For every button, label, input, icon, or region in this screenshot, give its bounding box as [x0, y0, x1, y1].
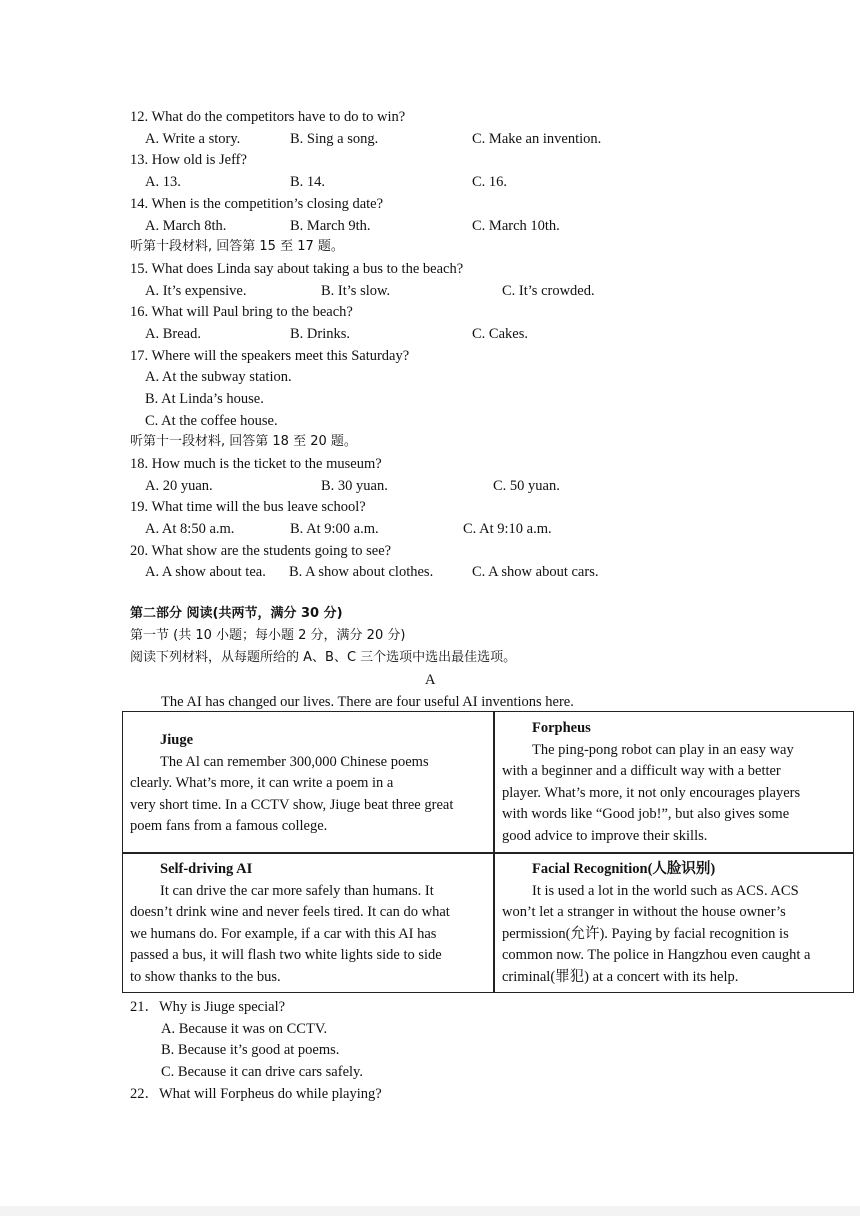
question-15-option-a: A. It’s expensive.	[145, 283, 247, 299]
question-12-stem: 12. What do the competitors have to do to win?	[130, 109, 406, 125]
cell-facial-recognition	[502, 859, 852, 988]
cell-jiuge	[130, 730, 490, 838]
table-divider-horizontal	[122, 852, 854, 854]
question-18-option-a: A. 20 yuan.	[145, 478, 213, 494]
passage-intro: The AI has changed our lives. There are four useful AI inventions here.	[161, 694, 574, 710]
question-20-option-c: C. A show about cars.	[472, 564, 599, 580]
question-12-option-a: A. Write a story.	[145, 131, 241, 147]
question-16-option-c: C. Cakes.	[472, 326, 528, 342]
cell-jiuge-line: clearly. What’s more, it can write a poem in a	[130, 775, 394, 791]
question-21-option-c: C. Because it can drive cars safely.	[161, 1064, 363, 1080]
cell-forpheus-line: with a beginner and a difficult way with a better	[502, 763, 781, 779]
cell-self-driving-line: to show thanks to the bus.	[130, 968, 281, 985]
question-19-option-a: A. At 8:50 a.m.	[145, 521, 235, 537]
question-18-option-c: C. 50 yuan.	[493, 478, 560, 494]
question-17-option-a: A. At the subway station.	[145, 369, 292, 385]
page-bottom-edge	[0, 1206, 860, 1216]
question-17-option-b: B. At Linda’s house.	[145, 391, 264, 407]
question-17-stem: 17. Where will the speakers meet this Saturday?	[130, 348, 410, 364]
question-19-option-b: B. At 9:00 a.m.	[290, 521, 379, 537]
question-15-stem: 15. What does Linda say about taking a bus to the beach?	[130, 261, 464, 277]
cell-facial-recognition-line: criminal(罪犯) at a concert with its help.	[502, 968, 739, 985]
question-16-stem: 16. What will Paul bring to the beach?	[130, 304, 353, 320]
cell-forpheus-line: The ping-pong robot can play in an easy way	[532, 741, 794, 758]
question-15-option-b: B. It’s slow.	[321, 283, 391, 299]
question-12-option-b: B. Sing a song.	[290, 131, 379, 147]
question-12-option-c: C. Make an invention.	[472, 131, 602, 147]
question-13-option-b: B. 14.	[290, 174, 326, 190]
cell-self-driving-line: doesn’t drink wine and never feels tired. It can do what	[130, 904, 450, 920]
cell-self-driving-line: we humans do. For example, if a car with this AI has	[130, 925, 437, 942]
listening-instruction-10: 听第十段材料, 回答第 15 至 17 题。	[130, 239, 344, 254]
question-14-option-c: C. March 10th.	[472, 218, 560, 234]
cell-self-driving	[130, 859, 490, 988]
question-16-option-a: A. Bread.	[145, 326, 201, 342]
cell-forpheus-title: Forpheus	[532, 720, 591, 736]
listening-instruction-11: 听第十一段材料, 回答第 18 至 20 题。	[130, 434, 357, 449]
question-18-option-b: B. 30 yuan.	[321, 478, 388, 494]
cell-facial-recognition-line: permission(允许). Paying by facial recognition is	[502, 925, 789, 942]
question-20-option-b: B. A show about clothes.	[289, 564, 434, 580]
cell-facial-recognition-title: Facial Recognition(人脸识别)	[532, 861, 716, 877]
question-19-stem: 19. What time will the bus leave school?	[130, 499, 366, 515]
cell-facial-recognition-line: won’t let a stranger in without the house owner’s	[502, 904, 786, 920]
question-14-option-b: B. March 9th.	[290, 218, 371, 234]
cell-self-driving-title: Self-driving AI	[160, 861, 253, 877]
cell-forpheus-line: player. What’s more, it not only encourages players	[502, 784, 801, 801]
question-20-option-a: A. A show about tea.	[145, 564, 266, 580]
question-15-option-c: C. It’s crowded.	[502, 283, 595, 299]
reading-instruction: 阅读下列材料，从每题所给的 A、B、C 三个选项中选出最佳选项。	[130, 650, 517, 665]
question-13-option-c: C. 16.	[472, 174, 508, 190]
cell-facial-recognition-line: common now. The police in Hangzhou even caught a	[502, 947, 811, 963]
cell-forpheus	[502, 718, 852, 847]
question-14-option-a: A. March 8th.	[145, 218, 227, 234]
cell-forpheus-line: with words like “Good job!”, but also gives some	[502, 806, 790, 822]
section-one-title: 第一节 (共 10 小题；每小题 2 分，满分 20 分)	[130, 628, 406, 643]
question-14-stem: 14. When is the competition’s closing date?	[130, 196, 384, 212]
question-17-option-c: C. At the coffee house.	[145, 413, 278, 429]
cell-jiuge-line: poem fans from a famous college.	[130, 818, 328, 834]
question-18-stem: 18. How much is the ticket to the museum?	[130, 456, 382, 472]
question-20-stem: 20. What show are the students going to see?	[130, 543, 392, 559]
cell-forpheus-line: good advice to improve their skills.	[502, 827, 708, 844]
cell-jiuge-title: Jiuge	[160, 732, 194, 748]
question-13-option-a: A. 13.	[145, 174, 181, 190]
question-21-option-a: A. Because it was on CCTV.	[161, 1021, 328, 1037]
question-21-option-b: B. Because it’s good at poems.	[161, 1042, 340, 1058]
part-two-title: 第二部分 阅读(共两节，满分 30 分)	[130, 606, 343, 621]
question-13-stem: 13. How old is Jeff?	[130, 152, 247, 168]
cell-jiuge-line: very short time. In a CCTV show, Jiuge beat three great	[130, 796, 454, 813]
cell-self-driving-line: passed a bus, it will flash two white lights side to side	[130, 947, 442, 963]
question-22-stem: 22．What will Forpheus do while playing?	[130, 1086, 382, 1102]
cell-self-driving-line: It can drive the car more safely than humans. It	[160, 882, 434, 899]
passage-letter: A	[425, 672, 436, 688]
cell-jiuge-line: The Al can remember 300,000 Chinese poems	[160, 753, 429, 770]
question-16-option-b: B. Drinks.	[290, 326, 351, 342]
question-21-stem: 21．Why is Jiuge special?	[130, 999, 286, 1015]
cell-facial-recognition-line: It is used a lot in the world such as ACS. ACS	[532, 882, 799, 899]
question-19-option-c: C. At 9:10 a.m.	[463, 521, 552, 537]
